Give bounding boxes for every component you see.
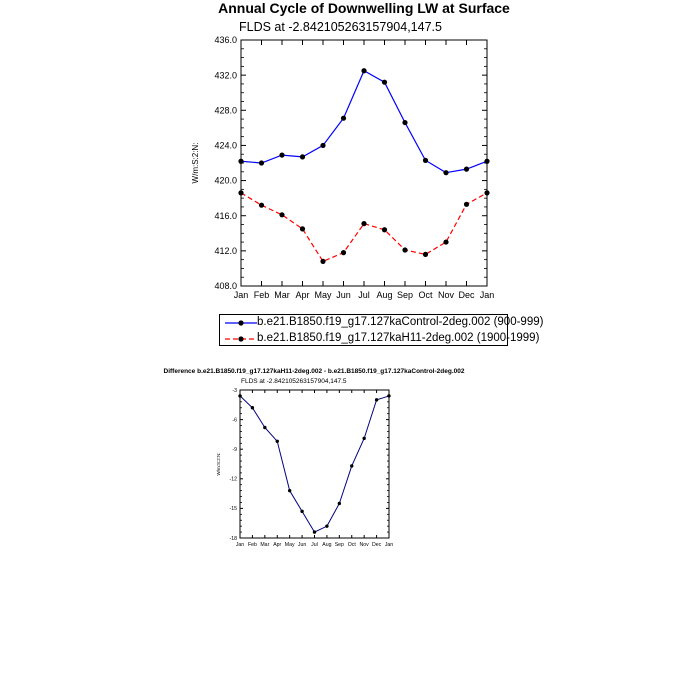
- y-tick-label: 424.0: [214, 140, 237, 151]
- data-point: [361, 221, 366, 226]
- x-tick-label: Mar: [260, 542, 270, 548]
- data-point: [313, 530, 316, 533]
- data-point: [263, 426, 266, 429]
- data-point: [402, 247, 407, 252]
- plot-frame-0: [241, 40, 487, 286]
- legend-item-control: [220, 315, 544, 331]
- data-point: [279, 212, 284, 217]
- x-tick-label: Aug: [376, 290, 393, 300]
- main-chart-title: Annual Cycle of Downwelling LW at Surface: [218, 0, 510, 16]
- series-line-1-0: [240, 396, 389, 532]
- data-point: [361, 68, 366, 73]
- data-point: [423, 252, 428, 257]
- x-tick-label: Jan: [384, 542, 394, 548]
- legend-line-control: [225, 315, 261, 331]
- data-point: [338, 502, 341, 505]
- data-point: [279, 152, 284, 157]
- data-point: [484, 159, 489, 164]
- y-tick-label: -9: [232, 447, 237, 454]
- y-axis-label: W/m:S:2:N:: [191, 142, 200, 184]
- x-tick-label: May: [284, 542, 295, 548]
- data-point: [300, 226, 305, 231]
- data-point: [300, 154, 305, 159]
- data-point: [362, 437, 365, 440]
- data-point: [382, 80, 387, 85]
- data-point: [464, 202, 469, 207]
- y-tick-label: -12: [229, 476, 237, 483]
- legend: [219, 314, 544, 346]
- data-point: [251, 406, 254, 409]
- x-tick-label: Jun: [297, 542, 307, 548]
- x-tick-label: Jul: [358, 290, 370, 300]
- annual-cycle-chart: [191, 35, 494, 300]
- series-line-0-1: [241, 193, 487, 262]
- y-tick-label: 420.0: [214, 175, 237, 186]
- series-line-0-0: [241, 71, 487, 173]
- x-tick-label: Aug: [322, 542, 332, 548]
- x-tick-label: Nov: [437, 290, 455, 300]
- x-tick-label: Jun: [336, 290, 351, 300]
- x-tick-label: Dec: [458, 290, 475, 300]
- data-point: [443, 170, 448, 175]
- data-point: [402, 120, 407, 125]
- y-tick-label: -18: [229, 535, 237, 542]
- data-point: [238, 394, 241, 397]
- difference-chart: [216, 388, 393, 548]
- data-point: [259, 160, 264, 165]
- diff-chart-subtitle: FLDS at -2.842105263157904,147.5: [241, 378, 347, 385]
- x-tick-label: Mar: [274, 290, 290, 300]
- legend-line-h11: [225, 331, 261, 347]
- y-tick-label: 436.0: [214, 35, 237, 46]
- x-tick-label: Apr: [295, 290, 310, 300]
- data-point: [375, 398, 378, 401]
- data-point: [464, 167, 469, 172]
- y-tick-label: 428.0: [214, 105, 237, 116]
- x-tick-label: Oct: [347, 542, 356, 548]
- legend-label-h11: b.e21.B1850.f19_g17.127kaH11-2deg.002 (1900-1999): [257, 332, 540, 344]
- data-point: [350, 464, 353, 467]
- x-tick-label: Nov: [359, 542, 369, 548]
- x-tick-label: Sep: [396, 290, 414, 300]
- x-tick-label: Jul: [311, 542, 318, 548]
- data-point: [484, 190, 489, 195]
- x-tick-label: Dec: [371, 542, 382, 548]
- data-point: [387, 394, 390, 397]
- x-tick-label: Jan: [233, 290, 249, 300]
- x-tick-label: Jan: [235, 542, 245, 548]
- y-tick-label: 412.0: [214, 246, 237, 257]
- x-tick-label: Oct: [418, 290, 433, 300]
- data-point: [288, 489, 291, 492]
- x-tick-label: Sep: [334, 542, 344, 548]
- data-point: [320, 259, 325, 264]
- data-point: [423, 158, 428, 163]
- data-point: [259, 203, 264, 208]
- y-tick-label: -15: [229, 506, 237, 513]
- data-point: [238, 159, 243, 164]
- legend-item-h11: [220, 331, 540, 347]
- data-point: [341, 250, 346, 255]
- x-tick-label: Feb: [247, 542, 257, 548]
- y-tick-label: 408.0: [214, 281, 237, 292]
- y-tick-label: -6: [232, 417, 237, 424]
- data-point: [276, 440, 279, 443]
- y-tick-label: -3: [232, 387, 237, 394]
- data-point: [382, 227, 387, 232]
- plot-frame-1: [240, 390, 389, 538]
- diff-chart-title: Difference b.e21.B1850.f19_g17.127kaH11-2deg.002 - b.e21.B1850.f19_g17.127kaControl-2deg.002: [163, 368, 465, 375]
- data-point: [320, 143, 325, 148]
- x-tick-label: Jan: [479, 290, 495, 300]
- data-point: [238, 190, 243, 195]
- data-point: [341, 116, 346, 121]
- data-point: [325, 524, 328, 527]
- x-tick-label: Feb: [253, 290, 270, 300]
- data-point: [443, 239, 448, 244]
- main-chart-subtitle: FLDS at -2.842105263157904,147.5: [239, 20, 442, 34]
- legend-label-control: b.e21.B1850.f19_g17.127kaControl-2deg.002 (900-999): [257, 316, 544, 328]
- x-tick-label: May: [314, 290, 332, 300]
- y-tick-label: 416.0: [214, 210, 237, 221]
- y-tick-label: 432.0: [214, 70, 237, 81]
- x-tick-label: Apr: [273, 542, 282, 548]
- data-point: [300, 510, 303, 513]
- y-axis-label: W/m:S:2:N:: [216, 452, 221, 476]
